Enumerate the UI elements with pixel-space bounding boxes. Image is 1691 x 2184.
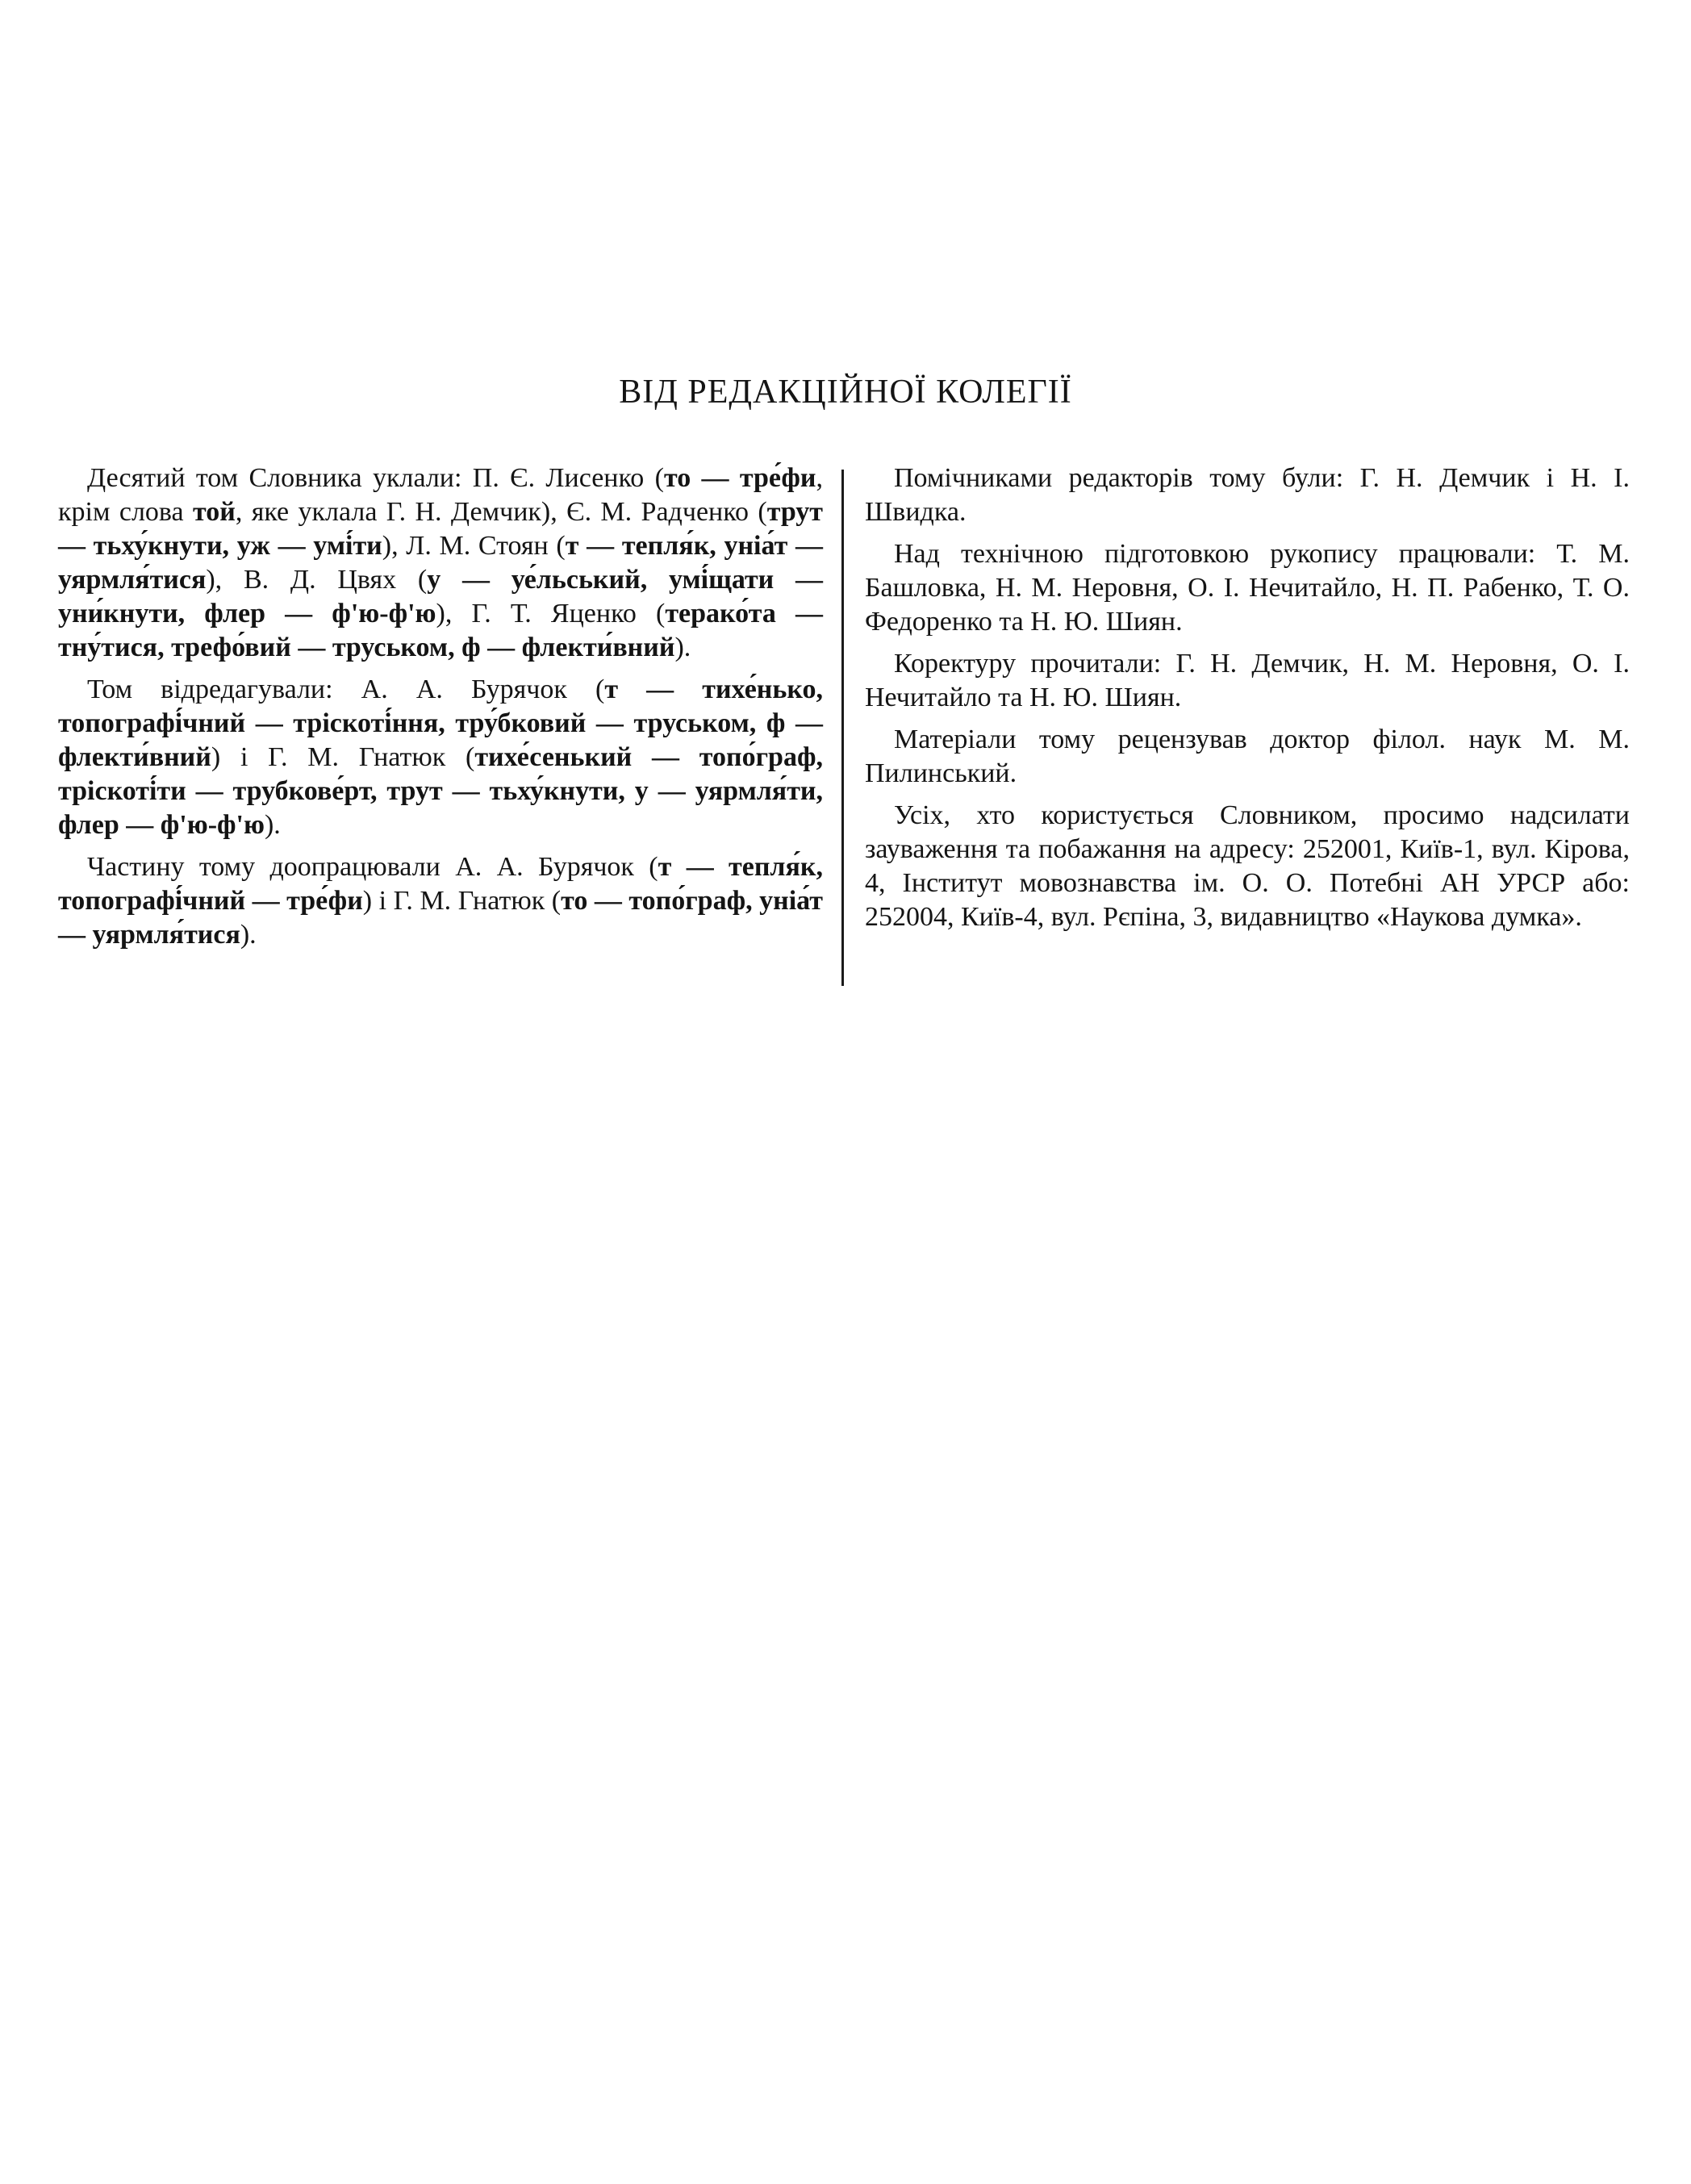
entry-range: трут — тьху́кнути, уж — умі́ти [58, 497, 823, 561]
column-divider [841, 470, 844, 986]
page-title: ВІД РЕДАКЦІЙНОЇ КОЛЕГІЇ [619, 374, 1072, 411]
text-run: ). [674, 633, 691, 662]
entry-range: тихе́сенький — топо́граф, тріскоті́ти — трубкове́рт, трут — тьху́кнути, у — уярмля́ти, флер — ф'ю-ф'ю [58, 742, 823, 840]
entry-range: т — тепля́к, топографі́чний — тре́фи [58, 852, 823, 916]
revisers-paragraph [58, 850, 823, 952]
left-column [58, 461, 823, 960]
address-paragraph: Усіх, хто користується Словником, просимо надсилати зауваження та побажання на адресу: 252001, Київ-1, вул. Кірова, 4, Інститут мовознавства ім. О. О. Потебні АН УРСР або: 252004, Київ-4, вул. Рєпіна, 3, видавництво «Наукова думка». [865, 800, 1630, 932]
entry-range: то — тре́фи [663, 463, 816, 493]
text-run: ), В. Д. Цвях ( [206, 565, 428, 595]
text-run: ), Л. М. Стоян ( [382, 531, 566, 561]
text-run: , крім слова [58, 463, 823, 527]
reviewer-paragraph: Матеріали тому рецензував доктор філол. наук М. М. Пилинський. [865, 725, 1630, 788]
entry-range: то — топо́граф, уніа́т — уярмля́тися [58, 886, 823, 950]
text-run: Десятий том Словника уклали: П. Є. Лисенко ( [87, 463, 664, 493]
entry-range: т — тихе́нько, топографі́чний — тріскоті́ння, тру́бковий — труськом, ф — флекти́вний [58, 674, 823, 772]
text-run: ) і Г. М. Гнатюк ( [362, 886, 562, 916]
assistants-paragraph: Помічниками редакторів тому були: Г. Н. Демчик і Н. І. Швидка. [865, 463, 1630, 527]
proofreading-paragraph: Коректуру прочитали: Г. Н. Демчик, Н. М. Неровня, О. І. Нечитайло та Н. Ю. Шиян. [865, 649, 1630, 712]
right-column [865, 461, 1630, 942]
entry-range: т — тепля́к, уніа́т — уярмля́тися [58, 531, 824, 595]
entry-range: у — уе́льський, умі́щати — уни́кнути, флер — ф'ю-ф'ю [58, 565, 824, 628]
text-run: Том відредагували: А. А. Бурячок ( [87, 674, 605, 704]
text-run: ). [264, 810, 281, 840]
entry-range: терако́та — тну́тися, трефо́вий — труськом, ф — флекти́вний [58, 599, 823, 662]
editors-paragraph [58, 673, 823, 842]
text-run: ), Г. Т. Яценко ( [436, 599, 666, 628]
entry-range: той [192, 497, 236, 527]
technical-prep-paragraph: Над технічною підготовкою рукопису працювали: Т. М. Башловка, Н. М. Неровня, О. І. Нечитайло, Н. П. Рабенко, Т. О. Федоренко та Н. Ю. Шиян. [865, 539, 1630, 637]
text-run: ) і Г. М. Гнатюк ( [211, 742, 475, 772]
text-run: Частину тому доопрацювали А. А. Бурячок ( [87, 852, 658, 882]
compilers-paragraph [58, 461, 823, 665]
text-run: , яке уклала Г. Н. Демчик), Є. М. Радченко ( [235, 497, 767, 527]
text-run: ). [240, 920, 257, 950]
